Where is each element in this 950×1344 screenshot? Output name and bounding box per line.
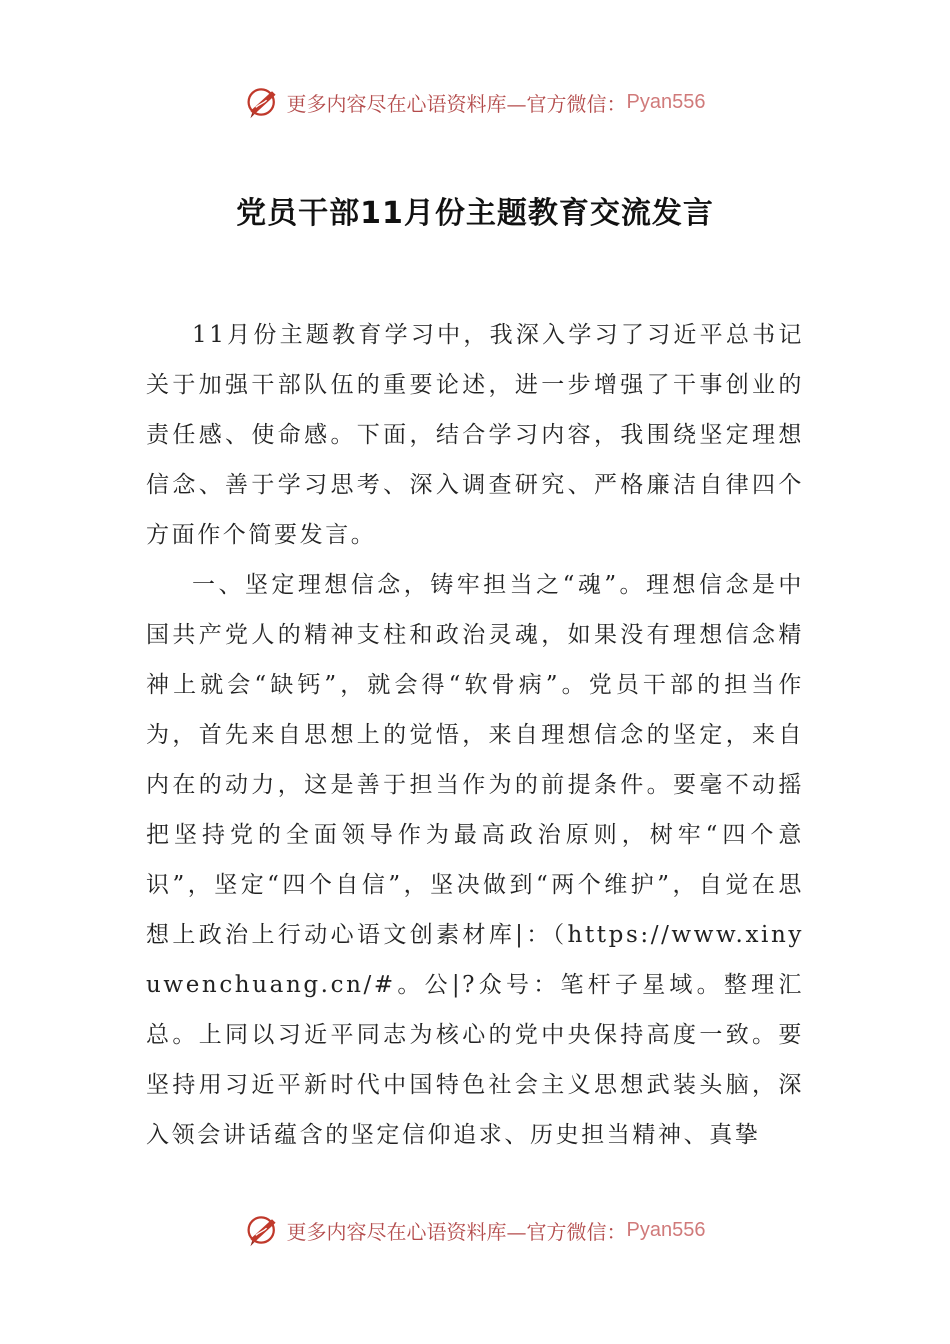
paragraph: 一、坚定理想信念，铸牢担当之“魂”。理想信念是中国共产党人的精神支柱和政治灵魂，如果没有理想信念精神上就会“缺钙”，就会得“软骨病”。党员干部的担当作为，首先来自思想上的觉悟，来自理想信念的坚定，来自内在的动力，这是善于担当作为的前提条件。要毫不动摇把坚持党的全面领导作为最高政治原则，树牢“四个意识”，坚定“四个自信”，坚决做到“两个维护”，自觉在思想上政治上行动心语文创素材库|：（https://www.xinyuwenchuang.cn/#。公|?众号：笔杆子星域。整理汇总。上同以习近平同志为核心的党中央保持高度一致。要坚持用习近平新时代中国特色社会主义思想武装头脑，深入领会讲话蕴含的坚定信仰追求、历史担当精神、真挚 — [146, 572, 804, 1148]
footer-banner — [0, 1210, 950, 1250]
page-title: 党员干部11月份主题教育交流发言 — [236, 196, 714, 232]
pen-logo-icon — [245, 84, 281, 120]
banner-text: 更多内容尽在心语资料库—官方微信： — [286, 91, 627, 116]
document-body — [146, 310, 804, 1160]
header-banner — [0, 82, 950, 122]
pen-logo-icon — [245, 1212, 281, 1248]
wechat-id: Pyan556 — [626, 1218, 706, 1241]
banner-text: 更多内容尽在心语资料库—官方微信： — [286, 1219, 627, 1244]
paragraph: 11月份主题教育学习中，我深入学习了习近平总书记关于加强干部队伍的重要论述，进一步增强了干事创业的责任感、使命感。下面，结合学习内容，我围绕坚定理想信念、善于学习思考、深入调查研究、严格廉洁自律四个方面作个简要发言。 — [146, 322, 804, 548]
wechat-id: Pyan556 — [626, 90, 706, 113]
